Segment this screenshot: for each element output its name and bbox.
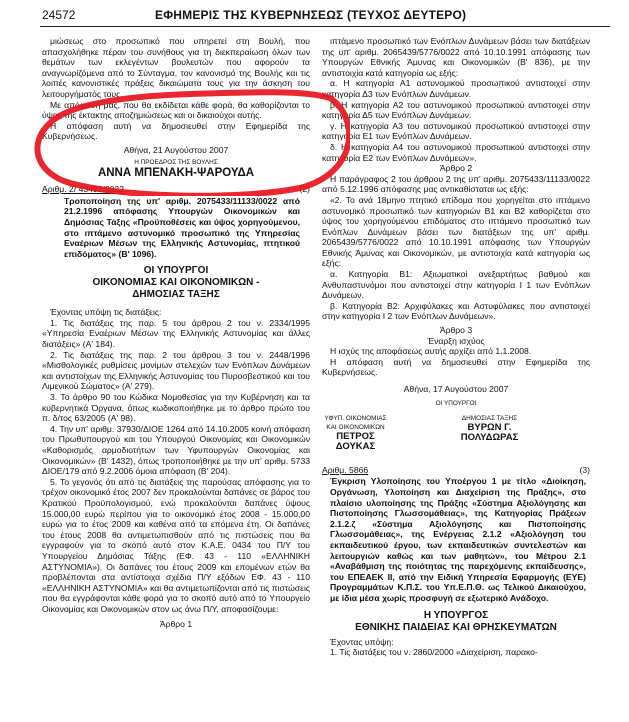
- provision-item: 2. Τις διατάξεις της παρ. 2 του άρθρου 3 του ν. 2448/1996 «Μισθολογικές ρυθμίσεις μονίμων στελεχών των Ενόπλων Δυνάμεων και αντιστοίχων της Ελληνικής Αστυνομίας του Πυροσβεστικού και του Λιμενικού Σώματος» (Α' 279).: [42, 349, 310, 392]
- paragraph: «2. Το ανά 18μηνο πτητικό επίδομα που χορηγείται στο ιπτάμενο αστυνομικό προσωπικό των κατηγοριών Β1 και Β2 καθορίζεται στο ύψος του χορηγούμενου επιδόματος στο ιπτάμενο προσωπικό των Ενόπλων Δυνάμεων βάσει των διατάξεων της υπ' αριθμ. 2065439/5776/0022 από 10.10.1991 απόφασης των Υπουργών Εθνικής Άμυνας και Οικονομικών, με αντιστοιχία κατά κατηγορία ως εξής:: [322, 194, 590, 269]
- left-column: [42, 36, 310, 629]
- decision-heading: [322, 465, 590, 476]
- signature-block: [322, 414, 456, 453]
- ministers-heading: ΟΙ ΥΠΟΥΡΓΟΙ: [143, 265, 209, 277]
- decision-number: Αριθμ. 5866: [322, 464, 369, 475]
- provision-item: 1. Τις διατάξεις του ν. 2860/2000 «Διαχείριση, παρακο-: [330, 647, 538, 658]
- article-heading: Άρθρο 2: [439, 163, 473, 174]
- category-item: α. Η κατηγορία Α1 αστυνομικού προσωπικού αντιστοιχεί στην κατηγορία Δ3 των Ενόπλων Δυνάμεων.: [322, 78, 590, 99]
- paragraph: Η απόφαση αυτή να δημοσιευθεί στην Εφημερίδα της Κυβερνήσεως.: [42, 120, 310, 142]
- article-subtitle: Έναρξη ισχύος: [427, 335, 485, 346]
- ministries-line-1: ΟΙΚΟΝΟΜΙΑΣ ΚΑΙ ΟΙΚΟΝΟΜΙΚΩΝ -: [92, 277, 260, 289]
- page-header: [0, 0, 629, 30]
- category-item: δ. Η κατηγορία Α4 του αστυνομικού προσωπικού αντιστοιχεί στην κατηγορία Ε2 των Ενόπλων Δυνάμεων».: [322, 141, 590, 163]
- ministers-label: ΟΙ ΥΠΟΥΡΓΟΙ: [435, 399, 477, 407]
- page-number: 24572: [42, 8, 76, 22]
- decision-index: (2): [299, 184, 310, 195]
- signatures-row: [322, 414, 590, 453]
- provision-item: 1. Τις διατάξεις της παρ. 5 του άρθρου 2 του ν. 2334/1995 «Υπηρεσία Εναέριων Μέσων της Ελληνικής Αστυνομίας και άλλες διατάξεις» (Α' 184).: [42, 317, 310, 350]
- provision-item: 3. Το άρθρο 90 του Κώδικα Νομοθεσίας για την Κυβέρνηση και τα κυβερνητικά Όργανα, όπως κωδικοποιήθηκε με το άρθρο πρώτο του π. δ/τος 63/2005 (Α' 98).: [42, 392, 310, 424]
- paragraph: μιώσεως στο προσωπικό που υπηρετεί στη Βουλή, που απασχολήθηκε πέραν του συνήθους για τη διεκπεραίωση όλων των θεμάτων των εκλεγέντων βουλευτών που αφορούν τα αναγνωρίζόμενα από το Σύνταγμα, τον κανονισμό της Βουλής και τις λοιπές κανονιστικές πράξεις δικαιώματα τους για την άσκηση του λειτουργήματός τους.: [42, 36, 310, 99]
- minister-heading: Η ΥΠΟΥΡΓΟΣ: [423, 609, 489, 621]
- category-item: β. Η κατηγορία Α2 του αστυνομικού προσωπικού αντιστοιχεί στην κατηγορία Δ5 των Ενόπλων Δυνάμεων.: [322, 99, 590, 121]
- ministries-line-2: ΔΗΜΟΣΙΑΣ ΤΑΞΗΣ: [132, 289, 220, 301]
- signing-date: Αθήνα, 17 Αυγούστου 2007: [403, 384, 509, 394]
- signer-role: ΔΗΜΟΣΙΑΣ ΤΑΞΗΣ: [461, 414, 518, 422]
- signer-name: ΒΥΡΩΝ Γ. ΠΟΛΥΔΩΡΑΣ: [460, 421, 519, 444]
- signer-role: ΥΦΥΠ. ΟΙΚΟΝΟΜΙΑΣ ΚΑΙ ΟΙΚΟΝΟΜΙΚΩΝ: [324, 414, 387, 431]
- paragraph: Η απόφαση αυτή να δημοσιευθεί στην Εφημερίδα της Κυβερνήσεως.: [322, 356, 590, 378]
- decision-index: (3): [579, 464, 590, 475]
- paragraph: α. Κατηγορία Β1: Αξιωματικοί ανεξαρτήτως βαθμού και Ανθυπαστυνόμοι που αντιστοιχεί στην κατηγορία Ι 1 των Ενόπλων Δυνάμεων.: [322, 269, 590, 301]
- signature-block: [456, 414, 590, 453]
- article-heading: Άρθρο 1: [159, 618, 193, 629]
- signing-date: Αθήνα, 21 Αυγούστου 2007: [123, 144, 229, 155]
- right-column: [322, 36, 590, 658]
- decision-heading: [42, 184, 310, 195]
- paragraph: Με απόφαση μας, που θα εκδίδεται κάθε φορά, θα καθορίζονται το ύψος της έκτακτης αποζημιώσεως και οι δικαιούχοι αυτής.: [42, 99, 310, 121]
- considering-intro: Έχοντας υπόψη τις διατάξεις:: [50, 307, 162, 318]
- decision-number: Αριθμ. 2/ 43492/0022: [42, 184, 124, 195]
- provision-item: 4. Την υπ' αριθμ. 37930/ΔΙΟΕ 1264 από 14.10.2005 κοινή απόφαση του Πρωθυπουργού και του Υπουργού Οικονομίας και Οικονομικών «Καθορισμός αρμοδιοτήτων των Υφυπουργών Οικονομίας και Οικονομικών» (Β' 1432), όπως τροποποιήθηκε με την υπ' αριθμ. 5733 ΔΙΟΕ/179 από 9.2.2006 όμοια απόφαση (Β' 204).: [42, 423, 310, 477]
- paragraph: Η ισχύς της αποφάσεως αυτής αρχίζει από 1.1.2008.: [330, 346, 532, 357]
- decision-title: Έγκριση Υλοποίησης του Υποέργου 1 με τίτλο «Διοίκηση, Οργάνωση, Υλοποίηση και Διαχείριση της Πράξης», στο πλαίσιο υλοποίησης της Πράξης «Σύστημα Αξιολόγησης και Πιστοποίησης Γλωσσομάθειας», της Κατηγορίας Πράξεων 2.1.2.ζ «Σύστημα Αξιολόγησης και Πιστοποίησης Γλωσσομάθειας», της Ενέργειας 2.1.2 «Αξιολόγηση του εκπαιδευτικού έργου, των εκπαιδευτικών συντελεστών και λειτουργιών καθώς και των μαθητών», του Μέτρου 2.1 «Αναβάθμιση της ποιότητας της παρεχόμενης εκπαίδευσης», του ΕΠΕΑΕΚ ΙΙ, από την Ειδική Υπηρεσία Εφαρμογής (ΕΥΕ) Προγραμμάτων Κ.Π.Σ. του Υπ.Ε.Π.Θ. ως Τελικού Δικαιούχου, με ίδια μέσα χωρίς προσφυγή σε εξωτερικό Ανάδοχο.: [330, 476, 586, 603]
- paragraph: ιπτάμενο προσωπικό των Ενόπλων Δυνάμεων βάσει των διατάξεων της υπ' αριθμ. 2065439/5776/0022 από 10.10.1991 απόφασης των Υπουργών Εθνικής Άμυνας και Οικονομικών (Β' 836), με την αντιστοιχία κατά κατηγορία ως εξής:: [322, 36, 590, 78]
- ministry-name: ΕΘΝΙΚΗΣ ΠΑΙΔΕΙΑΣ ΚΑΙ ΘΡΗΣΚΕΥΜΑΤΩΝ: [355, 621, 557, 633]
- decision-title: Τροποποίηση της υπ' αριθμ. 2075433/11133/0022 από 21.2.1996 απόφασης Υπουργών Οικονομικών και Δημόσιας Τάξης «Προϋποθέσεις και ύψος χορηγούμενου, στο ιπτάμενο αστυνομικό προσωπικό της Υπηρεσίας Εναέριων Μέσων της Ελληνικής Αστυνομίας, πτητικού επιδόματος» (Β' 1096).: [64, 195, 300, 259]
- paragraph: β. Κατηγορία Β2: Αρχιφύλακες και Αστυφύλακες που αντιστοιχεί στην κατηγορία Ι 2 των Ενόπλων Δυνάμεων».: [322, 300, 590, 322]
- considering-intro: Έχοντας υπόψη:: [330, 636, 394, 647]
- signer-name: ΑΝΝΑ ΜΠΕΝΑΚΗ-ΨΑΡΟΥΔΑ: [97, 166, 255, 179]
- category-item: γ. Η κατηγορία Α3 του αστυνομικού προσωπικού αντιστοιχεί στην κατηγορία Ε1 των Ενόπλων Δυνάμεων.: [322, 120, 590, 142]
- header-rule: [40, 26, 610, 27]
- paragraph: Η παράγραφος 2 του άρθρου 2 της υπ' αριθμ. 2075433/11133/0022 από 5.12.1996 απόφασης μας αντικαθίσταται ως εξής:: [322, 173, 590, 195]
- provision-item: 5. Το γεγονός ότι από τις διατάξεις της παρούσας απόφασης για το τρέχον οικονομικό έτος 2007 δεν προκαλούνται δαπάνες σε βάρος του Κρατικού Προϋπολογισμού, ενώ προκαλούνται δαπάνες ύψους 15.000,00 ευρώ περίπου για το οικονομικό έτος 2008 - 15.000,00 ευρώ για το έτος 2009 και καθένα από τα επόμενα έτη. Οι δαπάνες του έτους 2008 θα αντιμετωπισθούν από τις πιστώσεις που θα εγγραφούν για το σκοπό αυτό στον Κ.Α.Ε. 0434 του Π/Υ του Υπουργείου Δημόσιας Τάξης (ΕΦ. 43 - 110 «ΕΛΛΗΝΙΚΗ ΑΣΤΥΝΟΜΙΑ»). Οι δαπάνες του έτους 2009 και επομένων ετών θα προβλέπονται στα αντίστοιχα σχέδια Π/Υ εξόδων ΕΦ. 43 - 110 «ΕΛΛΗΝΙΚΗ ΑΣΤΥΝΟΜΙΑ» και θα αντιμετωπίζονται από τις πιστώσεις που θα εγγράφονται κάθε φορά για το σκοπό αυτό από το Υπουργείο Οικονομίας και Οικονομικών στον ως άνω Π/Υ, αποφασίζουμε:: [42, 476, 310, 614]
- signer-role: Η ΠΡΟΕΔΡΟΣ ΤΗΣ ΒΟΥΛΗΣ: [134, 158, 218, 166]
- signer-name: ΠΕΤΡΟΣ ΔΟΥΚΑΣ: [335, 430, 376, 453]
- article-heading: Άρθρο 3: [439, 325, 473, 336]
- gazette-title: ΕΦΗΜΕΡΙΣ ΤΗΣ ΚΥΒΕΡΝΗΣΕΩΣ (ΤΕΥΧΟΣ ΔΕΥΤΕΡΟ): [155, 8, 467, 22]
